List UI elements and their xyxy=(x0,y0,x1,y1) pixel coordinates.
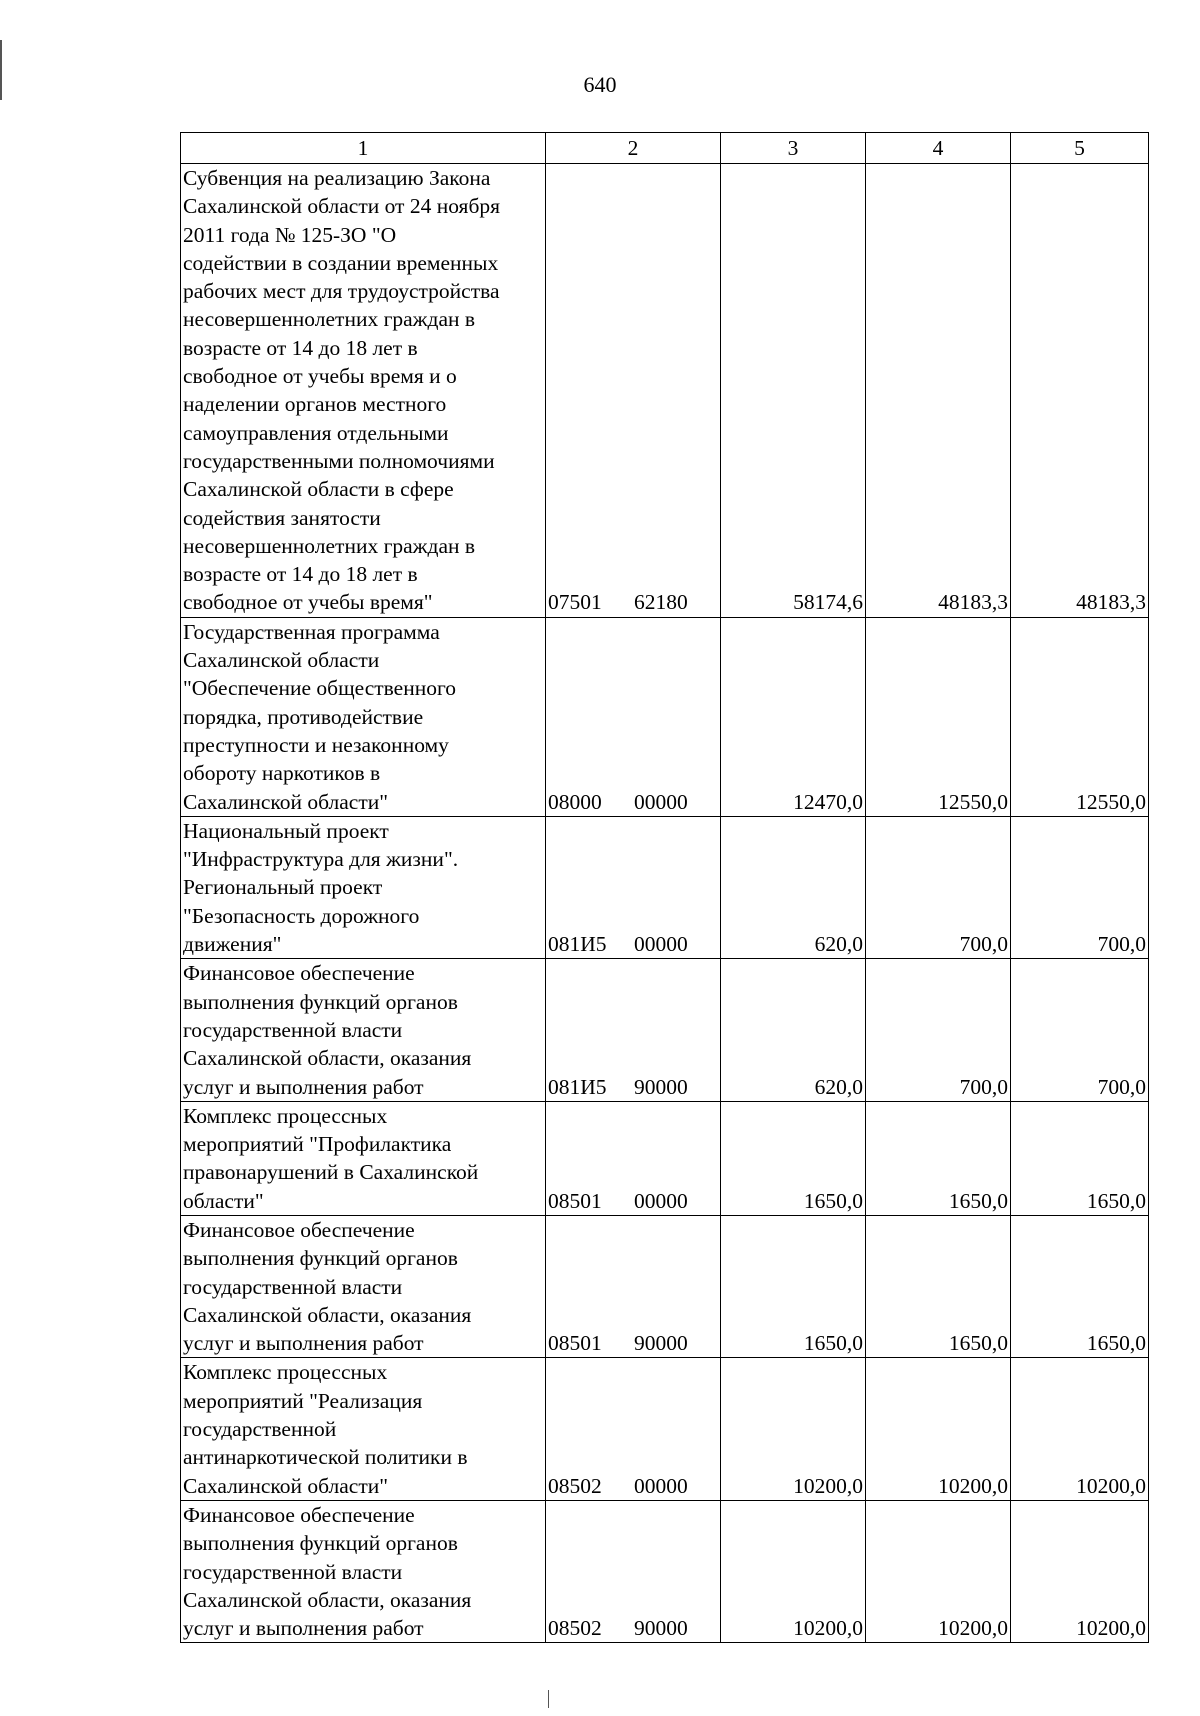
program-code: 08000 xyxy=(548,789,602,814)
row-value-3: 58174,6 xyxy=(721,164,866,618)
row-value-4: 10200,0 xyxy=(866,1358,1011,1500)
row-name: Национальный проект "Инфраструктура для жизни". Региональный проект "Безопасность дорожного движения" xyxy=(181,816,546,958)
row-value-4: 700,0 xyxy=(866,816,1011,958)
table-row xyxy=(181,617,1149,816)
table-row xyxy=(181,1101,1149,1215)
program-code: 081И5 xyxy=(548,1074,607,1099)
budget-table xyxy=(180,132,1149,1643)
row-value-3: 12470,0 xyxy=(721,617,866,816)
row-value-3: 620,0 xyxy=(721,959,866,1101)
header-cell-5: 5 xyxy=(1011,133,1149,164)
row-code xyxy=(546,1215,721,1357)
row-value-4: 1650,0 xyxy=(866,1101,1011,1215)
row-name: Финансовое обеспечение выполнения функций органов государственной власти Сахалинской области, оказания услуг и выполнения работ xyxy=(181,1215,546,1357)
direction-code: 00000 xyxy=(634,932,688,957)
row-name: Финансовое обеспечение выполнения функций органов государственной власти Сахалинской области, оказания услуг и выполнения работ xyxy=(181,1500,546,1642)
row-code xyxy=(546,959,721,1101)
page-number: 640 xyxy=(583,72,617,97)
table-row xyxy=(181,1215,1149,1357)
row-value-4: 1650,0 xyxy=(866,1215,1011,1357)
row-name: Комплекс процессных мероприятий "Реализация государственной антинаркотической политики в Сахалинской области" xyxy=(181,1358,546,1500)
row-value-5: 48183,3 xyxy=(1011,164,1149,618)
row-value-3: 1650,0 xyxy=(721,1101,866,1215)
row-code xyxy=(546,164,721,618)
direction-code: 90000 xyxy=(634,1331,688,1356)
row-value-5: 1650,0 xyxy=(1011,1215,1149,1357)
row-name: Комплекс процессных мероприятий "Профилактика правонарушений в Сахалинской области" xyxy=(181,1101,546,1215)
table-row xyxy=(181,1358,1149,1500)
row-value-4: 12550,0 xyxy=(866,617,1011,816)
table-row xyxy=(181,959,1149,1101)
row-value-4: 48183,3 xyxy=(866,164,1011,618)
row-value-3: 10200,0 xyxy=(721,1358,866,1500)
header-cell-2: 2 xyxy=(546,133,721,164)
header-cell-1: 1 xyxy=(181,133,546,164)
row-value-5: 700,0 xyxy=(1011,816,1149,958)
row-value-3: 620,0 xyxy=(721,816,866,958)
row-value-4: 10200,0 xyxy=(866,1500,1011,1642)
row-value-5: 10200,0 xyxy=(1011,1500,1149,1642)
program-code: 08502 xyxy=(548,1473,602,1498)
row-name: Субвенция на реализацию Закона Сахалинской области от 24 ноября 2011 года № 125-ЗО "О содействии в создании временных рабочих мест для трудоустройства несовершеннолетних граждан в возрасте от 14 до 18 лет в свободное от учебы время и о наделении органов местного самоуправления отдельными государственными полномочиями Сахалинской области в сфере содействия занятости несовершеннолетних граждан в возрасте от 14 до 18 лет в свободное от учебы время" xyxy=(181,164,546,618)
table-row xyxy=(181,816,1149,958)
row-value-4: 700,0 xyxy=(866,959,1011,1101)
row-code xyxy=(546,1358,721,1500)
program-code: 08501 xyxy=(548,1331,602,1356)
row-value-5: 1650,0 xyxy=(1011,1101,1149,1215)
header-row xyxy=(181,133,1149,164)
direction-code: 90000 xyxy=(634,1616,688,1641)
program-code: 081И5 xyxy=(548,932,607,957)
program-code: 07501 xyxy=(548,590,602,615)
table-row xyxy=(181,1500,1149,1642)
row-name: Государственная программа Сахалинской области "Обеспечение общественного порядка, противодействие преступности и незаконному обороту наркотиков в Сахалинской области" xyxy=(181,617,546,816)
table-row xyxy=(181,164,1149,618)
direction-code: 62180 xyxy=(634,590,688,615)
row-code xyxy=(546,1500,721,1642)
direction-code: 00000 xyxy=(634,789,688,814)
row-code xyxy=(546,1101,721,1215)
header-cell-3: 3 xyxy=(721,133,866,164)
row-code xyxy=(546,816,721,958)
direction-code: 90000 xyxy=(634,1074,688,1099)
row-value-3: 1650,0 xyxy=(721,1215,866,1357)
scan-bottom-mark xyxy=(548,1690,549,1708)
direction-code: 00000 xyxy=(634,1473,688,1498)
direction-code: 00000 xyxy=(634,1188,688,1213)
row-value-3: 10200,0 xyxy=(721,1500,866,1642)
row-value-5: 10200,0 xyxy=(1011,1358,1149,1500)
row-code xyxy=(546,617,721,816)
row-name: Финансовое обеспечение выполнения функций органов государственной власти Сахалинской области, оказания услуг и выполнения работ xyxy=(181,959,546,1101)
program-code: 08502 xyxy=(548,1616,602,1641)
program-code: 08501 xyxy=(548,1188,602,1213)
row-value-5: 12550,0 xyxy=(1011,617,1149,816)
header-cell-4: 4 xyxy=(866,133,1011,164)
row-value-5: 700,0 xyxy=(1011,959,1149,1101)
